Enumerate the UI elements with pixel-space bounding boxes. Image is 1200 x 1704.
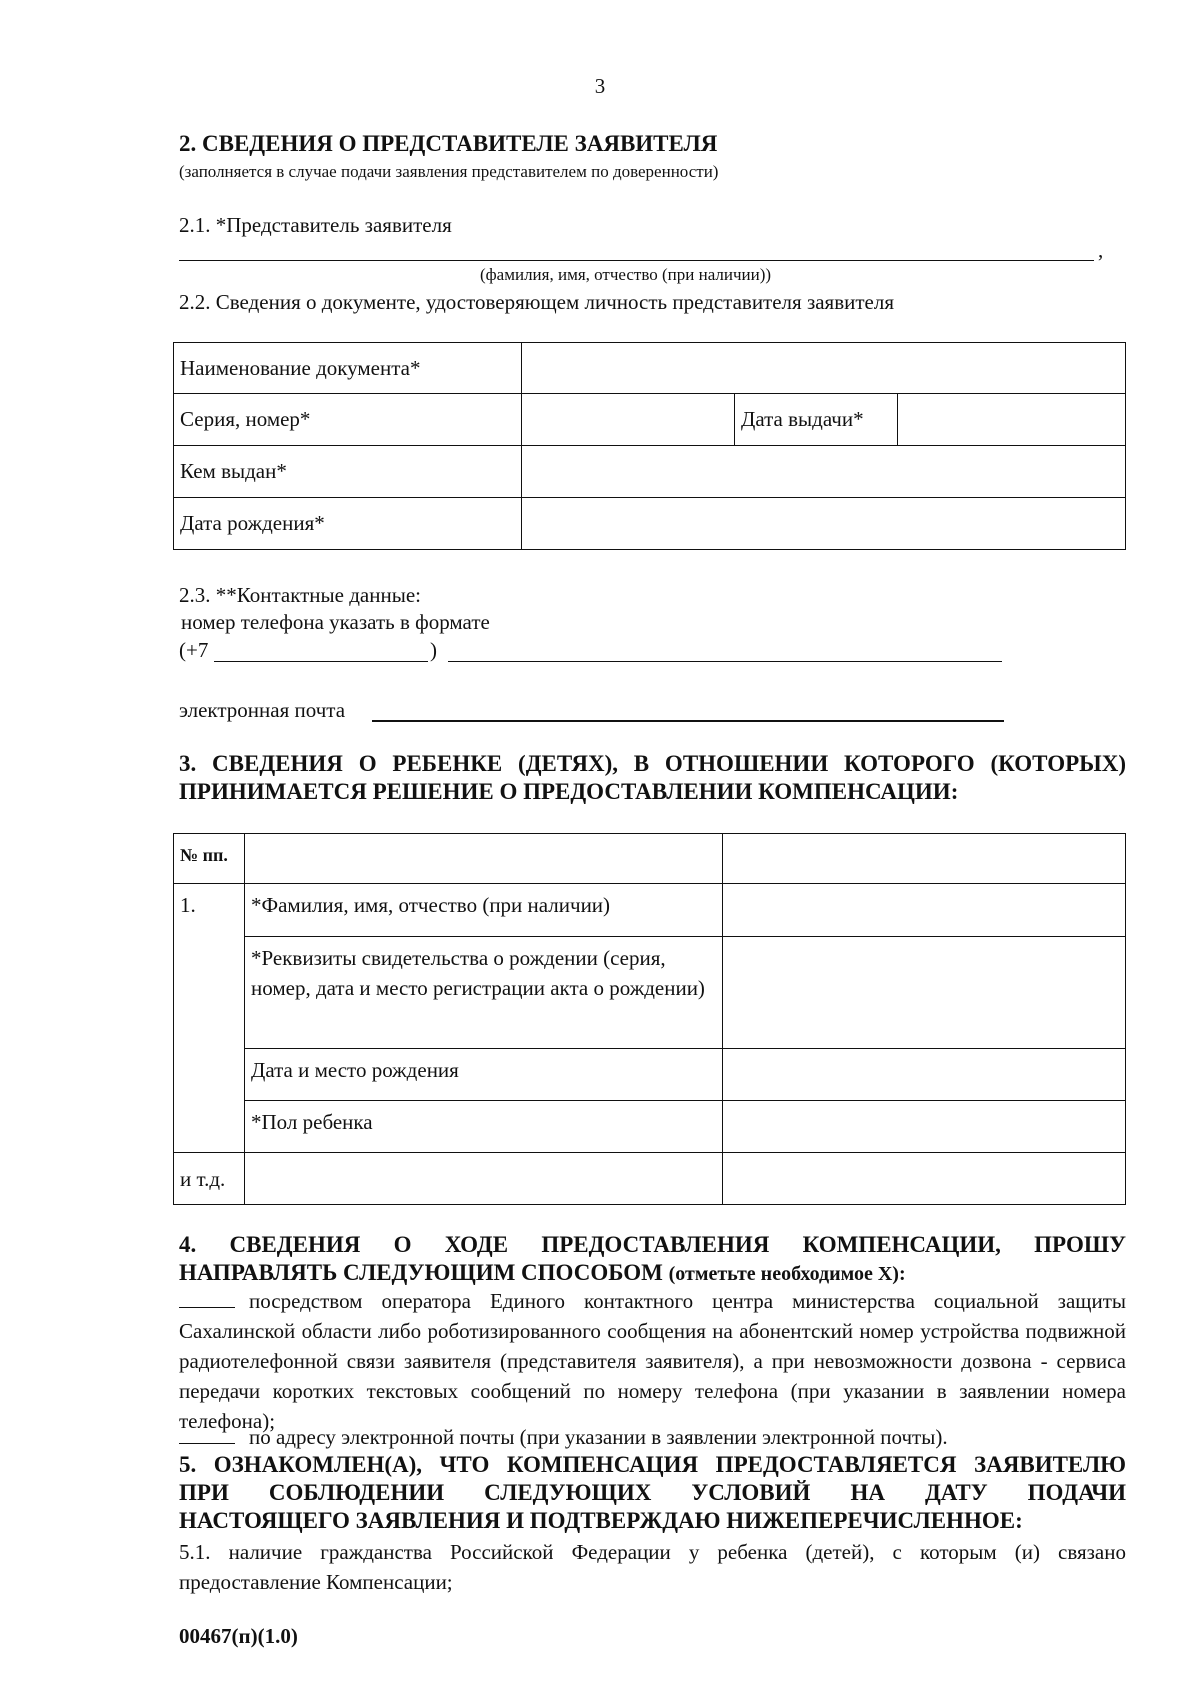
section-4-title-line1: 4. СВЕДЕНИЯ О ХОДЕ ПРЕДОСТАВЛЕНИЯ КОМПЕНСАЦИИ, ПРОШУ [179,1232,1126,1257]
section-3-title-line1: 3. СВЕДЕНИЯ О РЕБЕНКЕ (ДЕТЯХ), В ОТНОШЕНИИ КОТОРОГО (КОТОРЫХ) [179,751,1126,776]
section-2-title: 2. СВЕДЕНИЯ О ПРЕДСТАВИТЕЛЕ ЗАЯВИТЕЛЯ [179,131,718,156]
section-3-title-line2: ПРИНИМАЕТСЯ РЕШЕНИЕ О ПРЕДОСТАВЛЕНИИ КОМПЕНСАЦИИ: [179,779,959,804]
section-2-subtitle: (заполняется в случае подачи заявления представителем по доверенности) [179,162,719,181]
header-value-cell [723,834,1126,884]
etc-label: и т.д. [174,1153,245,1205]
representative-caption: (фамилия, имя, отчество (при наличии)) [480,265,772,284]
child-gender-label: *Пол ребенка [245,1101,723,1153]
child-certificate-label: *Реквизиты свидетельства о рождении (серия, номер, дата и место регистрации акта о рождении) [245,937,723,1049]
option-2-checkbox[interactable] [179,1425,235,1444]
id-document-label: 2.2. Сведения о документе, удостоверяющем личность представителя заявителя [179,290,895,314]
notify-option-2 [179,1422,1126,1452]
num-header: № пп. [174,834,245,884]
section-5-item-1: 5.1. наличие гражданства Российской Федерации у ребенка (детей), с которым (и) связано предоставление Компенсации; [179,1540,1126,1594]
option-1-checkbox[interactable] [179,1289,235,1308]
phone-prefix: (+7 [179,638,209,662]
etc-value-cell[interactable] [723,1153,1126,1205]
section-5-title-line3: НАСТОЯЩЕГО ЗАЯВЛЕНИЯ И ПОДТВЕРЖДАЮ НИЖЕПЕРЕЧИСЛЕННОЕ: [179,1508,1023,1533]
section-5-title-line1: 5. ОЗНАКОМЛЕН(А), ЧТО КОМПЕНСАЦИЯ ПРЕДОСТАВЛЯЕТСЯ ЗАЯВИТЕЛЮ [179,1452,1126,1477]
option-2-text: по адресу электронной почты (при указании в заявлении электронной почты). [249,1425,948,1449]
birth-date-value[interactable] [522,498,1126,550]
header-field-cell [245,834,723,884]
representative-comma: , [1098,238,1104,262]
children-table [173,833,1126,1205]
child-birth-place-value[interactable] [723,1049,1126,1101]
doc-name-value[interactable] [522,343,1126,394]
issue-date-value[interactable] [898,394,1126,446]
email-field[interactable] [372,696,1004,722]
child-gender-value[interactable] [723,1101,1126,1153]
series-number-value[interactable] [522,394,735,446]
representative-name-field[interactable] [179,236,1094,261]
phone-hint: номер телефона указать в формате [181,610,490,634]
issued-by-label: Кем выдан* [174,446,522,498]
phone-close: ) [430,638,437,662]
representative-label: 2.1. *Представитель заявителя [179,213,452,237]
row-number: 1. [174,884,245,1153]
phone-code-field[interactable] [214,636,428,662]
child-fio-value[interactable] [723,884,1126,937]
child-birth-place-label: Дата и место рождения [245,1049,723,1101]
section-4-title-line2 [179,1260,906,1286]
etc-field-cell[interactable] [245,1153,723,1205]
email-label: электронная почта [179,698,346,722]
notify-option-1 [179,1286,1126,1436]
option-1-text: посредством оператора Единого контактного центра министерства социальной защиты Сахалинской области либо роботизированного сообщения на абонентский номер устройства подвижной радиотелефонной связи заявителя (представителя заявителя), а при невозможности дозвона - сервиса передачи коротких текстовых сообщений по номеру телефона (при указании в заявлении номера телефона); [179,1289,1126,1433]
section-5-title-line2: ПРИ СОБЛЮДЕНИИ СЛЕДУЮЩИХ УСЛОВИЙ НА ДАТУ ПОДАЧИ [179,1480,1126,1505]
phone-number-field[interactable] [448,636,1002,662]
section-4-title-bold: НАПРАВЛЯТЬ СЛЕДУЮЩИМ СПОСОБОМ [179,1260,663,1285]
page-number: 3 [594,74,606,98]
issued-by-value[interactable] [522,446,1126,498]
child-certificate-value[interactable] [723,937,1126,1049]
issue-date-label: Дата выдачи* [735,394,898,446]
doc-name-label: Наименование документа* [174,343,522,394]
footer-code: 00467(п)(1.0) [179,1624,298,1648]
contacts-label: 2.3. **Контактные данные: [179,583,421,607]
child-fio-label: *Фамилия, имя, отчество (при наличии) [245,884,723,937]
section-4-title-note: (отметьте необходимое Х): [668,1263,906,1285]
series-number-label: Серия, номер* [174,394,522,446]
birth-date-label: Дата рождения* [174,498,522,550]
id-document-table [173,342,1126,550]
